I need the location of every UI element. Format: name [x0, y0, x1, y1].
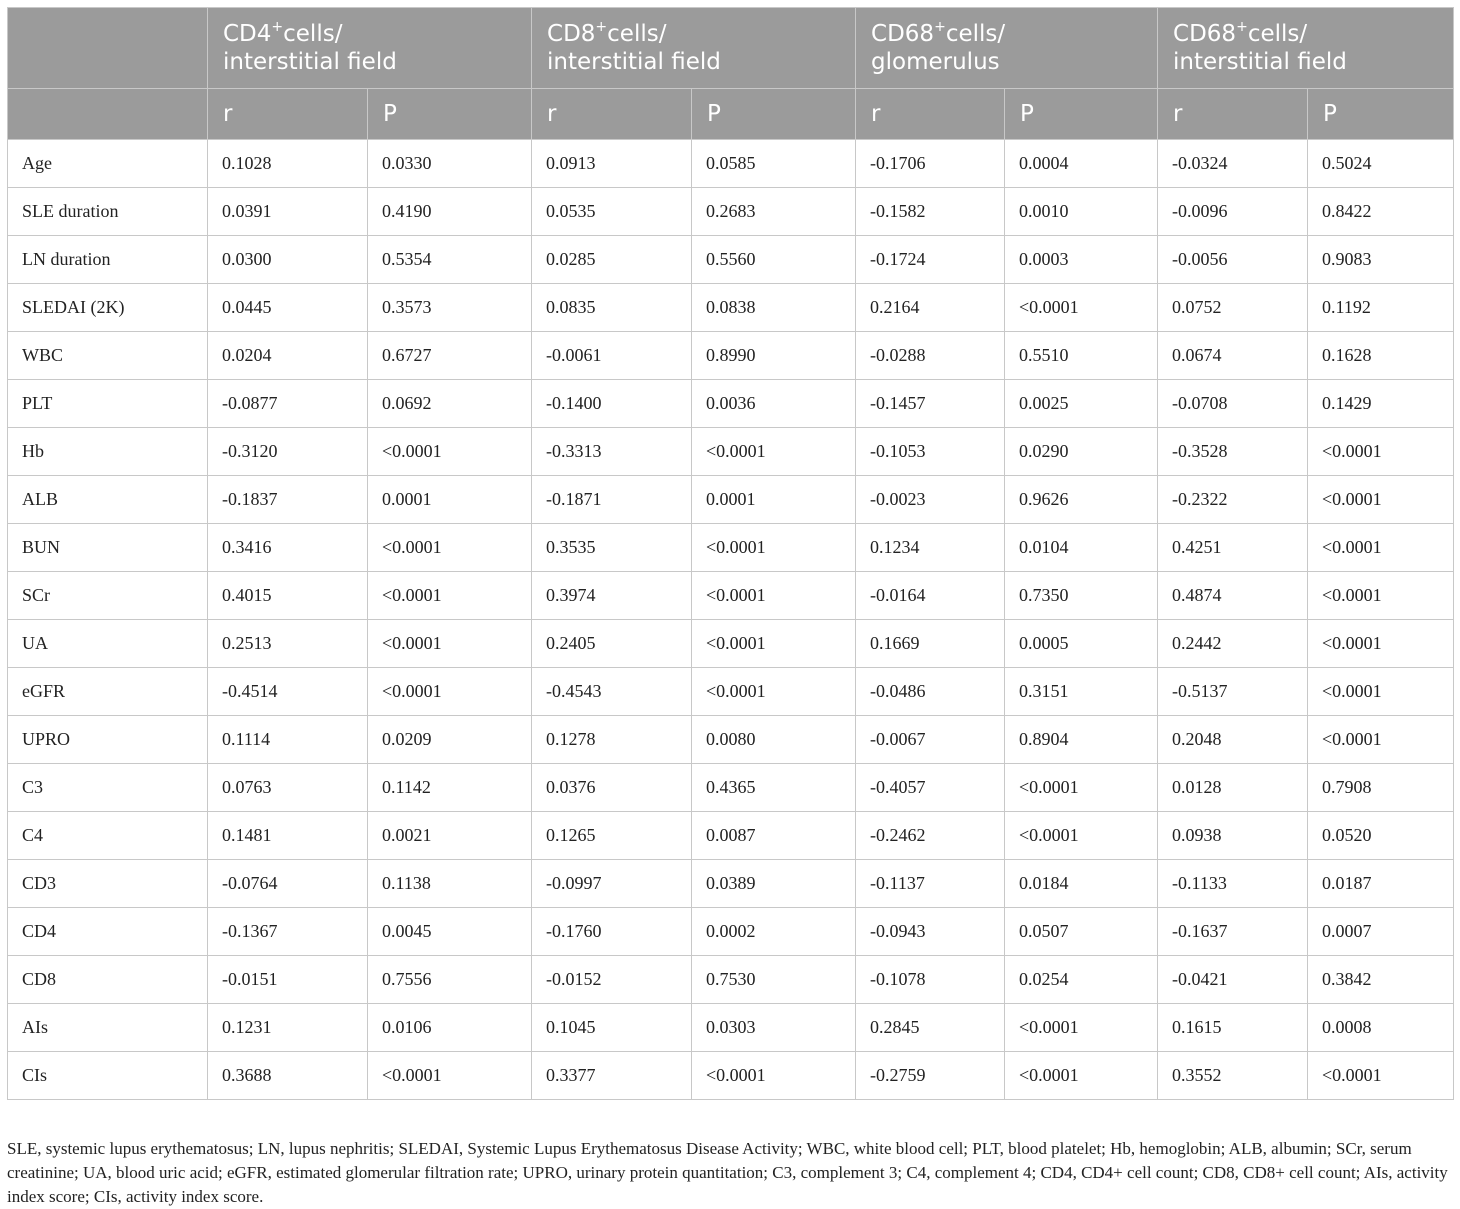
- row-label: Age: [8, 140, 208, 188]
- table-body: [8, 140, 1454, 1100]
- header-p: P: [1308, 89, 1454, 140]
- p-value-cell: <0.0001: [368, 668, 532, 716]
- p-value-cell: <0.0001: [368, 524, 532, 572]
- row-label: UPRO: [8, 716, 208, 764]
- r-value-cell: 0.0391: [208, 188, 368, 236]
- row-label: UA: [8, 620, 208, 668]
- p-value-cell: <0.0001: [1005, 812, 1158, 860]
- p-value-cell: <0.0001: [692, 572, 856, 620]
- r-value-cell: -0.1078: [856, 956, 1005, 1004]
- row-label: WBC: [8, 332, 208, 380]
- r-value-cell: 0.1615: [1158, 1004, 1308, 1052]
- row-label: BUN: [8, 524, 208, 572]
- r-value-cell: -0.0324: [1158, 140, 1308, 188]
- row-label: CD8: [8, 956, 208, 1004]
- p-value-cell: 0.0106: [368, 1004, 532, 1052]
- p-value-cell: <0.0001: [1005, 284, 1158, 332]
- r-value-cell: -0.3313: [532, 428, 692, 476]
- p-value-cell: 0.0007: [1308, 908, 1454, 956]
- r-value-cell: 0.3688: [208, 1052, 368, 1100]
- p-value-cell: 0.1192: [1308, 284, 1454, 332]
- p-value-cell: 0.0507: [1005, 908, 1158, 956]
- r-value-cell: -0.2322: [1158, 476, 1308, 524]
- p-value-cell: 0.4365: [692, 764, 856, 812]
- p-value-cell: <0.0001: [692, 668, 856, 716]
- r-value-cell: -0.0151: [208, 956, 368, 1004]
- r-value-cell: 0.3974: [532, 572, 692, 620]
- r-value-cell: 0.2164: [856, 284, 1005, 332]
- row-label: SLE duration: [8, 188, 208, 236]
- p-value-cell: 0.5354: [368, 236, 532, 284]
- p-value-cell: 0.0036: [692, 380, 856, 428]
- header-group-cd68-glomerulus: CD68+cells/ glomerulus: [856, 8, 1158, 89]
- r-value-cell: -0.0061: [532, 332, 692, 380]
- p-value-cell: 0.9626: [1005, 476, 1158, 524]
- p-value-cell: 0.0001: [692, 476, 856, 524]
- p-value-cell: <0.0001: [1005, 1004, 1158, 1052]
- r-value-cell: -0.0877: [208, 380, 368, 428]
- r-value-cell: 0.0938: [1158, 812, 1308, 860]
- table-row: [8, 476, 1454, 524]
- p-value-cell: 0.9083: [1308, 236, 1454, 284]
- header-p: P: [1005, 89, 1158, 140]
- p-value-cell: 0.0104: [1005, 524, 1158, 572]
- p-value-cell: 0.5510: [1005, 332, 1158, 380]
- p-value-cell: <0.0001: [1308, 572, 1454, 620]
- r-value-cell: 0.1231: [208, 1004, 368, 1052]
- r-value-cell: -0.0152: [532, 956, 692, 1004]
- p-value-cell: <0.0001: [692, 524, 856, 572]
- r-value-cell: -0.1457: [856, 380, 1005, 428]
- row-label: CD4: [8, 908, 208, 956]
- r-value-cell: -0.4514: [208, 668, 368, 716]
- p-value-cell: 0.0010: [1005, 188, 1158, 236]
- r-value-cell: -0.0486: [856, 668, 1005, 716]
- header-row-groups: [8, 8, 1454, 89]
- p-value-cell: <0.0001: [1308, 668, 1454, 716]
- row-label: PLT: [8, 380, 208, 428]
- p-value-cell: 0.0838: [692, 284, 856, 332]
- r-value-cell: -0.1133: [1158, 860, 1308, 908]
- header-corner-cell: [8, 8, 208, 89]
- p-value-cell: 0.1628: [1308, 332, 1454, 380]
- header-r: r: [1158, 89, 1308, 140]
- p-value-cell: 0.4190: [368, 188, 532, 236]
- table-row: [8, 668, 1454, 716]
- p-value-cell: 0.0187: [1308, 860, 1454, 908]
- table-row: [8, 1052, 1454, 1100]
- table-row: [8, 524, 1454, 572]
- header-p: P: [368, 89, 532, 140]
- table-row: [8, 380, 1454, 428]
- table-row: [8, 428, 1454, 476]
- r-value-cell: 0.0285: [532, 236, 692, 284]
- p-value-cell: <0.0001: [692, 428, 856, 476]
- r-value-cell: -0.0997: [532, 860, 692, 908]
- r-value-cell: -0.0096: [1158, 188, 1308, 236]
- p-value-cell: 0.5560: [692, 236, 856, 284]
- p-value-cell: 0.0692: [368, 380, 532, 428]
- p-value-cell: 0.8422: [1308, 188, 1454, 236]
- r-value-cell: 0.0204: [208, 332, 368, 380]
- r-value-cell: -0.1367: [208, 908, 368, 956]
- r-value-cell: -0.0067: [856, 716, 1005, 764]
- r-value-cell: -0.0056: [1158, 236, 1308, 284]
- r-value-cell: -0.1053: [856, 428, 1005, 476]
- p-value-cell: 0.0080: [692, 716, 856, 764]
- header-row-stats: [8, 89, 1454, 140]
- header-p: P: [692, 89, 856, 140]
- p-value-cell: 0.1142: [368, 764, 532, 812]
- r-value-cell: 0.0752: [1158, 284, 1308, 332]
- r-value-cell: -0.1637: [1158, 908, 1308, 956]
- p-value-cell: 0.7530: [692, 956, 856, 1004]
- p-value-cell: 0.3842: [1308, 956, 1454, 1004]
- r-value-cell: 0.0835: [532, 284, 692, 332]
- p-value-cell: <0.0001: [1308, 476, 1454, 524]
- table-row: [8, 620, 1454, 668]
- r-value-cell: -0.0023: [856, 476, 1005, 524]
- table-row: [8, 812, 1454, 860]
- r-value-cell: 0.1481: [208, 812, 368, 860]
- row-label: C3: [8, 764, 208, 812]
- r-value-cell: -0.3528: [1158, 428, 1308, 476]
- r-value-cell: 0.2845: [856, 1004, 1005, 1052]
- p-value-cell: 0.0184: [1005, 860, 1158, 908]
- table-row: [8, 188, 1454, 236]
- r-value-cell: 0.1278: [532, 716, 692, 764]
- p-value-cell: 0.6727: [368, 332, 532, 380]
- table-row: [8, 332, 1454, 380]
- r-value-cell: 0.1028: [208, 140, 368, 188]
- p-value-cell: 0.7908: [1308, 764, 1454, 812]
- p-value-cell: <0.0001: [368, 620, 532, 668]
- r-value-cell: -0.2462: [856, 812, 1005, 860]
- row-label: Hb: [8, 428, 208, 476]
- p-value-cell: <0.0001: [368, 572, 532, 620]
- p-value-cell: 0.0004: [1005, 140, 1158, 188]
- table-row: [8, 908, 1454, 956]
- r-value-cell: 0.3377: [532, 1052, 692, 1100]
- p-value-cell: 0.0520: [1308, 812, 1454, 860]
- table-row: [8, 860, 1454, 908]
- r-value-cell: -0.1871: [532, 476, 692, 524]
- r-value-cell: 0.2405: [532, 620, 692, 668]
- p-value-cell: 0.0290: [1005, 428, 1158, 476]
- p-value-cell: 0.1429: [1308, 380, 1454, 428]
- p-value-cell: <0.0001: [1308, 716, 1454, 764]
- r-value-cell: 0.0128: [1158, 764, 1308, 812]
- r-value-cell: 0.1234: [856, 524, 1005, 572]
- r-value-cell: -0.1837: [208, 476, 368, 524]
- p-value-cell: 0.0003: [1005, 236, 1158, 284]
- r-value-cell: 0.1669: [856, 620, 1005, 668]
- table-footnote: SLE, systemic lupus erythematosus; LN, lupus nephritis; SLEDAI, Systemic Lupus Erythematosus Disease Activity; WBC, white blood cell; PLT, blood platelet; Hb, hemoglobin; ALB, albumin; SCr, serum creatinine; UA, blood uric acid; eGFR, estimated glomerular filtration rate; UPRO, urinary protein quantitation; C3, complement 3; C4, complement 4; CD4, CD4+ cell count; CD8, CD8+ cell count; AIs, activity index score; CIs, activity index score.: [7, 1139, 1448, 1206]
- p-value-cell: 0.7350: [1005, 572, 1158, 620]
- table-row: [8, 572, 1454, 620]
- p-value-cell: <0.0001: [368, 428, 532, 476]
- table-row: [8, 1004, 1454, 1052]
- p-value-cell: 0.0389: [692, 860, 856, 908]
- correlation-table: [7, 7, 1454, 1100]
- p-value-cell: <0.0001: [1308, 620, 1454, 668]
- row-label: ALB: [8, 476, 208, 524]
- p-value-cell: 0.0209: [368, 716, 532, 764]
- row-label: AIs: [8, 1004, 208, 1052]
- p-value-cell: 0.0330: [368, 140, 532, 188]
- r-value-cell: -0.1724: [856, 236, 1005, 284]
- r-value-cell: 0.0376: [532, 764, 692, 812]
- p-value-cell: <0.0001: [1308, 524, 1454, 572]
- r-value-cell: 0.2442: [1158, 620, 1308, 668]
- r-value-cell: -0.1137: [856, 860, 1005, 908]
- r-value-cell: -0.1760: [532, 908, 692, 956]
- r-value-cell: 0.3416: [208, 524, 368, 572]
- r-value-cell: -0.5137: [1158, 668, 1308, 716]
- r-value-cell: -0.0164: [856, 572, 1005, 620]
- row-label: eGFR: [8, 668, 208, 716]
- r-value-cell: -0.0288: [856, 332, 1005, 380]
- p-value-cell: 0.8990: [692, 332, 856, 380]
- r-value-cell: -0.0708: [1158, 380, 1308, 428]
- p-value-cell: <0.0001: [1308, 428, 1454, 476]
- r-value-cell: 0.3552: [1158, 1052, 1308, 1100]
- r-value-cell: 0.4874: [1158, 572, 1308, 620]
- r-value-cell: 0.0763: [208, 764, 368, 812]
- r-value-cell: 0.0300: [208, 236, 368, 284]
- r-value-cell: -0.0943: [856, 908, 1005, 956]
- correlation-table-container: [7, 7, 1453, 1100]
- p-value-cell: 0.1138: [368, 860, 532, 908]
- p-value-cell: 0.0002: [692, 908, 856, 956]
- header-group-cd68-interstitial: CD68+cells/ interstitial field: [1158, 8, 1454, 89]
- r-value-cell: 0.0913: [532, 140, 692, 188]
- r-value-cell: 0.2048: [1158, 716, 1308, 764]
- row-label: SLEDAI (2K): [8, 284, 208, 332]
- r-value-cell: 0.0674: [1158, 332, 1308, 380]
- p-value-cell: 0.0087: [692, 812, 856, 860]
- p-value-cell: 0.3151: [1005, 668, 1158, 716]
- r-value-cell: 0.4015: [208, 572, 368, 620]
- p-value-cell: <0.0001: [1308, 1052, 1454, 1100]
- header-r: r: [532, 89, 692, 140]
- r-value-cell: -0.1706: [856, 140, 1005, 188]
- p-value-cell: 0.0025: [1005, 380, 1158, 428]
- p-value-cell: 0.0021: [368, 812, 532, 860]
- r-value-cell: -0.4057: [856, 764, 1005, 812]
- table-row: [8, 140, 1454, 188]
- p-value-cell: 0.7556: [368, 956, 532, 1004]
- row-label: CD3: [8, 860, 208, 908]
- header-group-cd4-interstitial: CD4+cells/ interstitial field: [208, 8, 532, 89]
- p-value-cell: 0.2683: [692, 188, 856, 236]
- header-blank-cell: [8, 89, 208, 140]
- p-value-cell: <0.0001: [1005, 1052, 1158, 1100]
- header-r: r: [856, 89, 1005, 140]
- r-value-cell: -0.3120: [208, 428, 368, 476]
- r-value-cell: 0.1114: [208, 716, 368, 764]
- row-label: SCr: [8, 572, 208, 620]
- r-value-cell: 0.0445: [208, 284, 368, 332]
- p-value-cell: 0.0303: [692, 1004, 856, 1052]
- r-value-cell: -0.4543: [532, 668, 692, 716]
- p-value-cell: 0.3573: [368, 284, 532, 332]
- table-row: [8, 764, 1454, 812]
- table-row: [8, 284, 1454, 332]
- header-r: r: [208, 89, 368, 140]
- r-value-cell: -0.0764: [208, 860, 368, 908]
- r-value-cell: -0.0421: [1158, 956, 1308, 1004]
- row-label: C4: [8, 812, 208, 860]
- p-value-cell: <0.0001: [692, 1052, 856, 1100]
- p-value-cell: 0.5024: [1308, 140, 1454, 188]
- r-value-cell: -0.1400: [532, 380, 692, 428]
- r-value-cell: 0.1045: [532, 1004, 692, 1052]
- p-value-cell: 0.0585: [692, 140, 856, 188]
- row-label: LN duration: [8, 236, 208, 284]
- p-value-cell: 0.0254: [1005, 956, 1158, 1004]
- header-group-cd8-interstitial: CD8+cells/ interstitial field: [532, 8, 856, 89]
- r-value-cell: 0.1265: [532, 812, 692, 860]
- table-header: [8, 8, 1454, 140]
- r-value-cell: -0.1582: [856, 188, 1005, 236]
- r-value-cell: 0.4251: [1158, 524, 1308, 572]
- table-row: [8, 956, 1454, 1004]
- r-value-cell: 0.3535: [532, 524, 692, 572]
- p-value-cell: <0.0001: [692, 620, 856, 668]
- r-value-cell: 0.2513: [208, 620, 368, 668]
- p-value-cell: 0.0045: [368, 908, 532, 956]
- p-value-cell: <0.0001: [1005, 764, 1158, 812]
- row-label: CIs: [8, 1052, 208, 1100]
- r-value-cell: 0.0535: [532, 188, 692, 236]
- p-value-cell: 0.0005: [1005, 620, 1158, 668]
- p-value-cell: 0.0001: [368, 476, 532, 524]
- table-row: [8, 716, 1454, 764]
- table-row: [8, 236, 1454, 284]
- p-value-cell: 0.0008: [1308, 1004, 1454, 1052]
- p-value-cell: <0.0001: [368, 1052, 532, 1100]
- p-value-cell: 0.8904: [1005, 716, 1158, 764]
- r-value-cell: -0.2759: [856, 1052, 1005, 1100]
